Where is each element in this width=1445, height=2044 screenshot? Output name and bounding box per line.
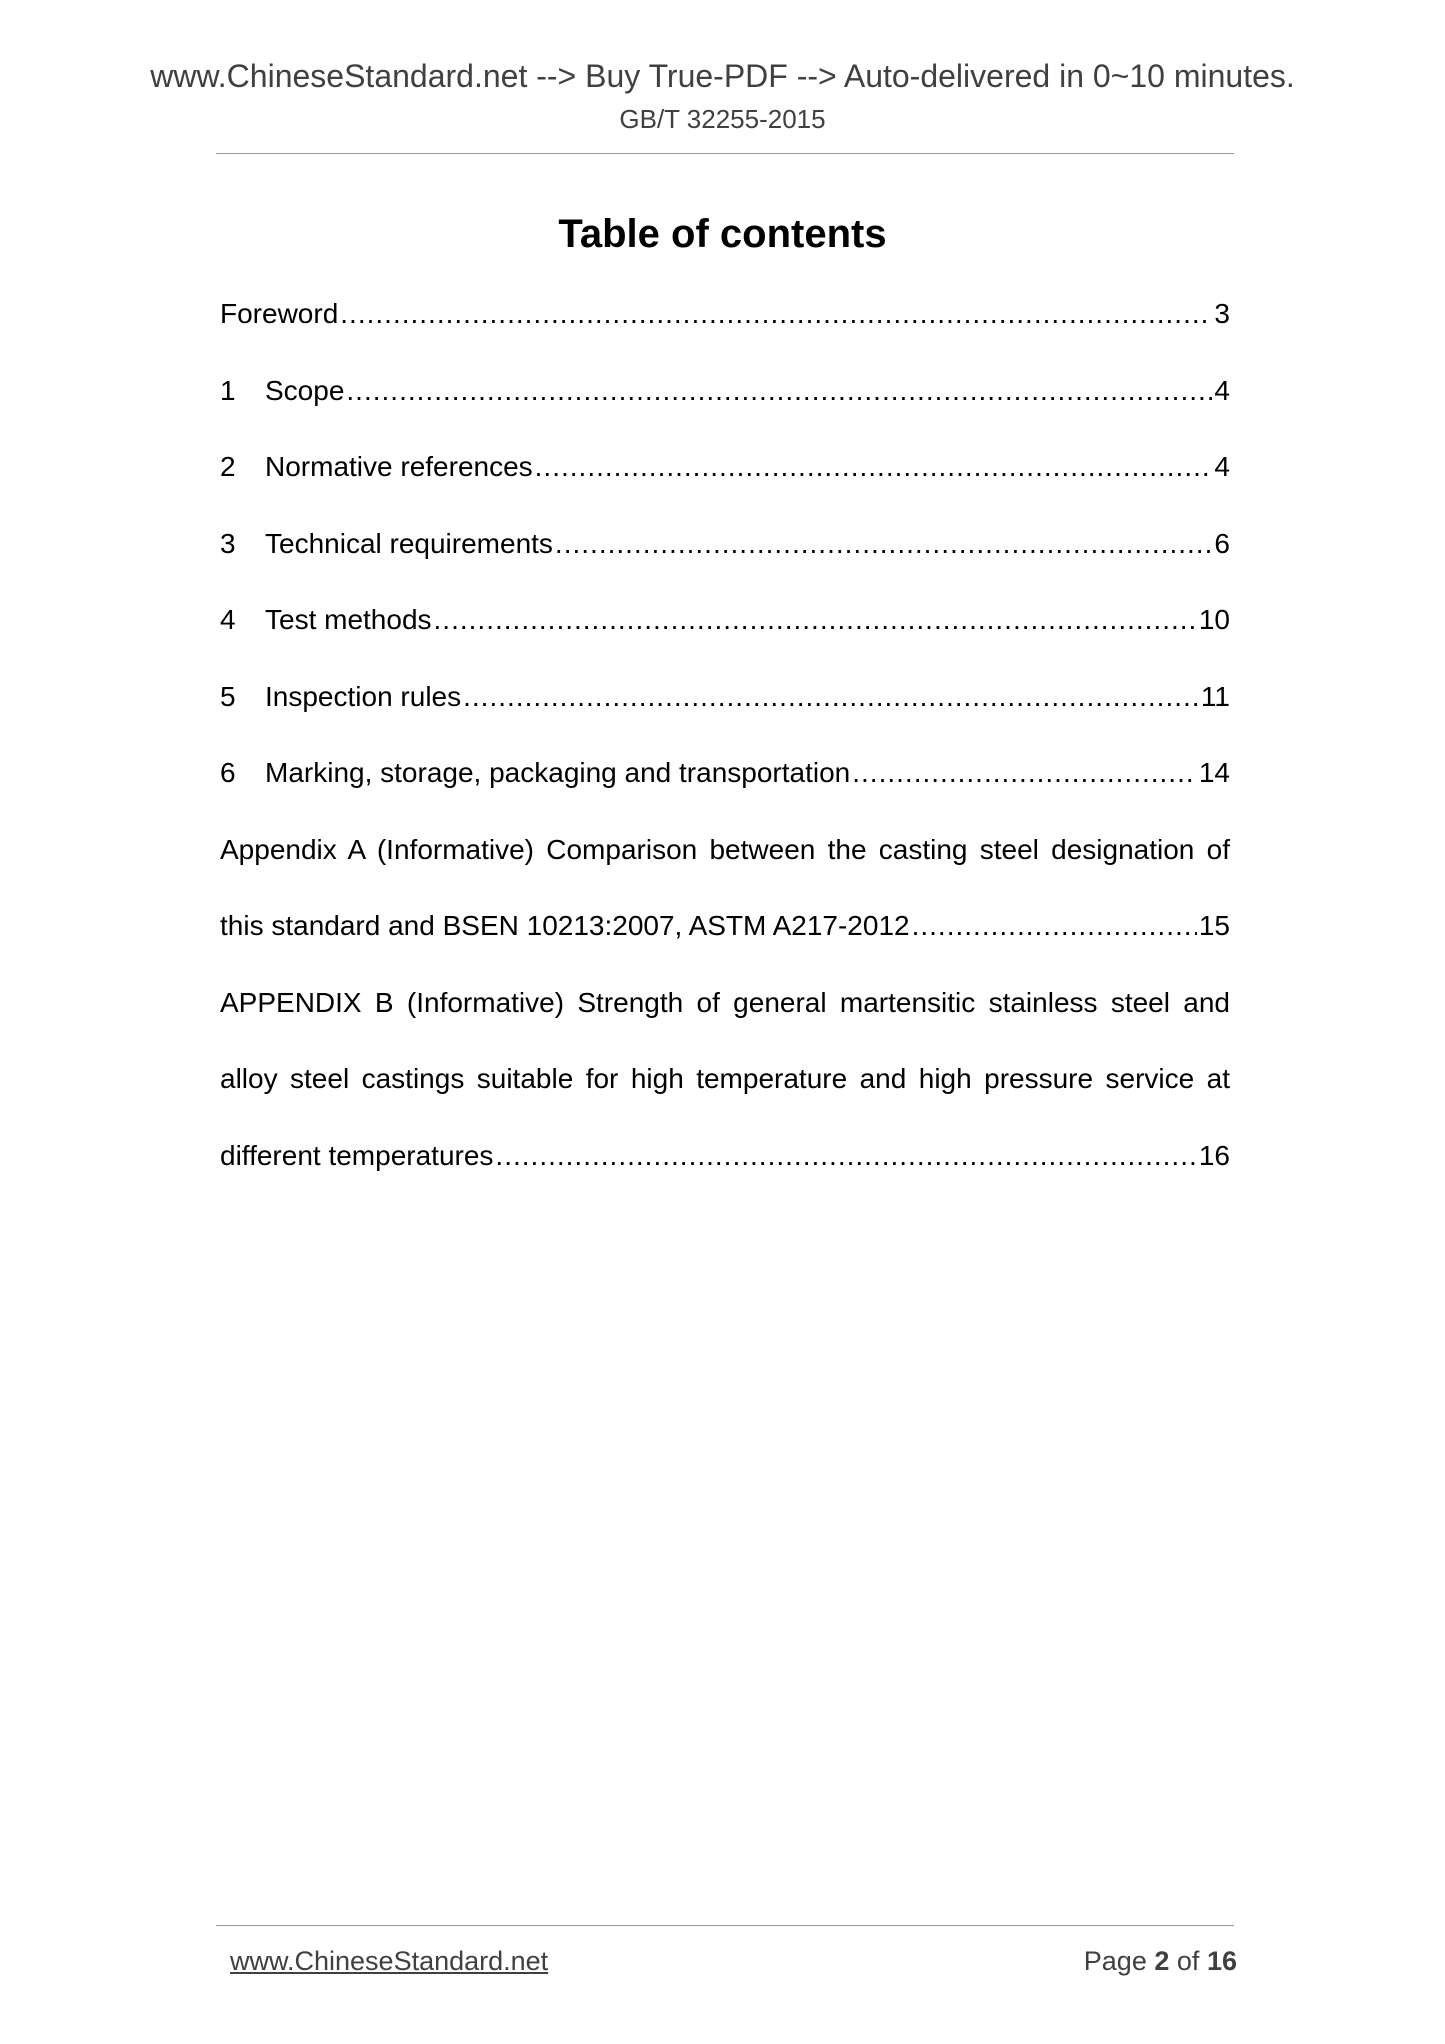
toc-leader-dots — [852, 749, 1197, 797]
toc-entry-page: 14 — [1198, 757, 1230, 788]
toc-entry-label-line: alloy steel castings suitable for high temperature and high pressure service at — [220, 1063, 1230, 1094]
header-doc-id: GB/T 32255-2015 — [619, 104, 826, 134]
page-of: of — [1176, 1946, 1200, 1976]
toc-entry-page: 4 — [1214, 451, 1230, 482]
toc-entry-appendix-b[interactable] — [220, 979, 1230, 1209]
page-number — [1084, 1946, 1237, 1977]
toc-leader-dots — [912, 902, 1197, 950]
toc-entry-label: Marking, storage, packaging and transportation — [265, 757, 851, 788]
toc-entry-inspection-rules[interactable] — [220, 673, 1230, 750]
toc-leader-dots — [340, 290, 1212, 338]
footer-site-link[interactable]: www.ChineseStandard.net — [230, 1946, 549, 1976]
page-current: 2 — [1154, 1946, 1170, 1976]
toc-entry-label: Foreword — [220, 298, 339, 329]
toc-entry-label: this standard and BSEN 10213:2007, ASTM A217-2012 — [220, 910, 910, 941]
toc-entry-number: 4 — [220, 604, 236, 635]
toc-leader-dots — [346, 367, 1212, 415]
toc-entry-normative-references[interactable] — [220, 443, 1230, 520]
toc-entry-label: Test methods — [265, 604, 432, 635]
toc-entry-page: 6 — [1214, 527, 1230, 559]
toc-entry-last-line — [220, 1132, 1230, 1209]
toc-entry-number: 2 — [220, 451, 236, 482]
toc-entry-label: Normative references — [265, 451, 533, 482]
toc-entry-last-line — [220, 902, 1230, 979]
toc-leader-dots — [535, 443, 1213, 491]
toc-entry-page: 4 — [1214, 374, 1230, 406]
page-total: 16 — [1206, 1946, 1237, 1976]
page-title: Table of contents — [558, 212, 887, 256]
toc-entry-page: 11 — [1200, 680, 1230, 712]
toc-entry-scope[interactable] — [220, 367, 1230, 444]
toc-entry-label-line: APPENDIX B (Informative) Strength of general martensitic stainless steel and — [220, 986, 1230, 1018]
toc-entry-page: 3 — [1214, 298, 1230, 329]
toc-entry-number: 6 — [220, 757, 236, 788]
toc-entry-number: 5 — [220, 680, 236, 712]
toc-entry-label: Technical requirements — [265, 527, 553, 559]
table-of-contents — [220, 290, 1230, 1208]
header-divider — [216, 153, 1234, 154]
toc-entry-label-line: Appendix A (Informative) Comparison between the casting steel designation of — [220, 833, 1230, 865]
page-label: Page — [1083, 1946, 1147, 1976]
footer-divider — [216, 1925, 1234, 1926]
toc-entry-number: 1 — [220, 374, 236, 406]
toc-entry-page: 16 — [1198, 1139, 1230, 1171]
toc-leader-dots — [495, 1132, 1196, 1180]
toc-entry-label: different temperatures — [220, 1139, 494, 1171]
toc-leader-dots — [434, 596, 1197, 644]
toc-entry-label: Inspection rules — [265, 680, 462, 712]
toc-entry-label: Scope — [265, 374, 345, 406]
toc-leader-dots — [555, 520, 1213, 568]
toc-entry-number: 3 — [220, 527, 236, 559]
toc-entry-appendix-a[interactable] — [220, 826, 1230, 979]
toc-entry-marking-storage[interactable] — [220, 749, 1230, 826]
toc-entry-technical-requirements[interactable] — [220, 520, 1230, 597]
toc-entry-foreword[interactable] — [220, 290, 1230, 367]
toc-entry-page: 10 — [1198, 604, 1230, 635]
toc-leader-dots — [463, 673, 1199, 721]
toc-entry-page: 15 — [1198, 910, 1230, 941]
header-banner: www.ChineseStandard.net --> Buy True-PDF --> Auto-delivered in 0~10 minutes. — [150, 58, 1295, 94]
toc-entry-test-methods[interactable] — [220, 596, 1230, 673]
